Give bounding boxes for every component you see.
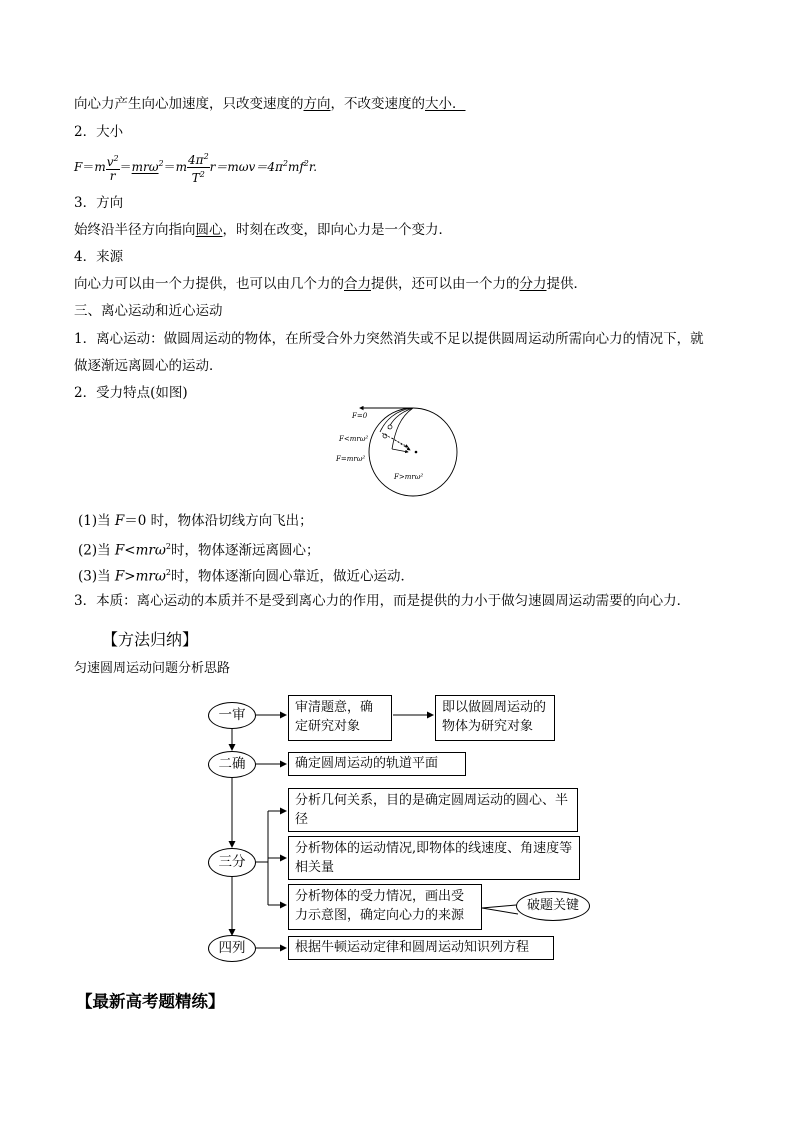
step-oval-3: 三分	[208, 848, 256, 877]
text-segment: 2	[165, 568, 171, 577]
flow-box-geometry: 分析几何关系，目的是确定圆周运动的圆心、半径	[288, 788, 578, 832]
formula-part: r	[109, 169, 116, 183]
formula-part: F	[74, 160, 83, 174]
text-segment: (1)当	[78, 513, 115, 529]
section-heading-force-features: 2．受力特点(如图)	[74, 385, 188, 401]
flow-box-equations: 根据牛顿运动定律和圆周运动知识列方程	[288, 936, 554, 960]
formula-part: 2	[303, 159, 309, 168]
flow-box-motion: 分析物体的运动情况,即物体的线速度、角速度等相关量	[288, 836, 580, 880]
text-segment: 向心力产生向心加速度，只改变速度的	[74, 96, 304, 112]
text-line-centrifugal-def-cont: 做逐渐远离圆心的运动．	[74, 358, 223, 374]
underlined-blank-component: 分力	[519, 276, 547, 292]
section-heading-direction: 3．方向	[74, 195, 124, 211]
flow-box-clarify: 审清题意，确定研究对象	[288, 695, 392, 741]
formula-part: ＝	[163, 160, 176, 174]
flow-box-object: 即以做圆周运动的物体为研究对象	[435, 695, 555, 741]
text-line-centrifugal-def: 1．离心运动：做圆周运动的物体，在所受合外力突然消失或不足以提供圆周运动所需向心力的情况下，就	[74, 331, 704, 347]
text-segment: F	[114, 513, 125, 529]
label-f-zero: F=0	[352, 412, 368, 420]
text-segment: F<mrω	[114, 542, 166, 559]
formula-part: r.	[308, 160, 318, 174]
formula-part: mrω	[131, 160, 159, 174]
callout-key-point: 破题关键	[516, 891, 590, 921]
underlined-blank-resultant: 合力	[344, 276, 371, 292]
formula-part: v	[106, 155, 114, 169]
formula-part: m	[175, 160, 188, 174]
formula-part: 2	[158, 159, 164, 168]
text-segment: 时，物体逐渐远离圆心；	[170, 542, 320, 559]
text-segment: 提供，还可以由一个力的	[371, 276, 520, 292]
label-f-greater: F>mrω²	[394, 473, 424, 481]
step-oval-1: 一审	[208, 702, 256, 729]
formula-part: 2	[203, 152, 209, 161]
formula-part: ＝	[82, 160, 95, 174]
flow-box-forces: 分析物体的受力情况，画出受力示意图，确定向心力的来源	[288, 884, 482, 930]
text-segment: F>mrω	[114, 568, 166, 585]
method-heading: 【方法归纳】	[102, 630, 199, 649]
latest-exam-heading: 【最新高考题精练】	[76, 992, 225, 1011]
underlined-blank-center: 圆心	[195, 222, 223, 238]
formula-part: ＝	[119, 160, 132, 174]
section-heading-centrifugal: 三、离心运动和近心运动	[74, 303, 223, 319]
label-f-equal: F=mrω²	[336, 455, 366, 463]
formula-part: T	[191, 171, 200, 185]
formula-part: 2	[113, 154, 119, 163]
text-segment: (3)当	[78, 568, 115, 585]
underlined-blank-magnitude: 大小．	[425, 96, 466, 112]
section-heading-magnitude: 2．大小	[74, 124, 124, 140]
formula-part: 4π	[188, 153, 204, 167]
text-segment: (2)当	[78, 542, 115, 559]
text-segment: 2	[165, 542, 171, 551]
formula-part: m	[94, 160, 106, 174]
flow-box-plane: 确定圆周运动的轨道平面	[288, 752, 466, 776]
method-subtitle: 匀速圆周运动问题分析思路	[74, 661, 231, 676]
section-heading-source: 4．来源	[74, 249, 124, 265]
step-oval-4: 四列	[208, 935, 256, 962]
text-segment: ，不改变速度的	[330, 96, 425, 112]
text-segment: 提供．	[546, 276, 587, 292]
text-segment: ，时刻在改变，即向心力是一个变力．	[222, 222, 452, 238]
underlined-blank-direction: 方向	[303, 96, 331, 112]
text-segment: 向心力可以由一个力提供，也可以由几个力的	[74, 276, 344, 292]
label-f-less: F<mrω²	[339, 435, 369, 443]
text-segment: ＝0 时，物体沿切线方向飞出；	[124, 513, 313, 529]
text-segment: 时，物体逐渐向圆心靠近，做近心运动．	[170, 568, 414, 585]
formula-part: mf	[287, 160, 304, 174]
formula-part: 2	[282, 159, 288, 168]
step-oval-2: 二确	[208, 751, 256, 778]
formula-part: r＝mωv＝4π	[209, 160, 283, 174]
text-segment: 始终沿半径方向指向	[74, 222, 196, 238]
formula-part: 2	[199, 170, 205, 179]
text-line-essence: 3．本质：离心运动的本质并不是受到离心力的作用，而是提供的力小于做匀速圆周运动需要的向心力．	[74, 593, 691, 609]
